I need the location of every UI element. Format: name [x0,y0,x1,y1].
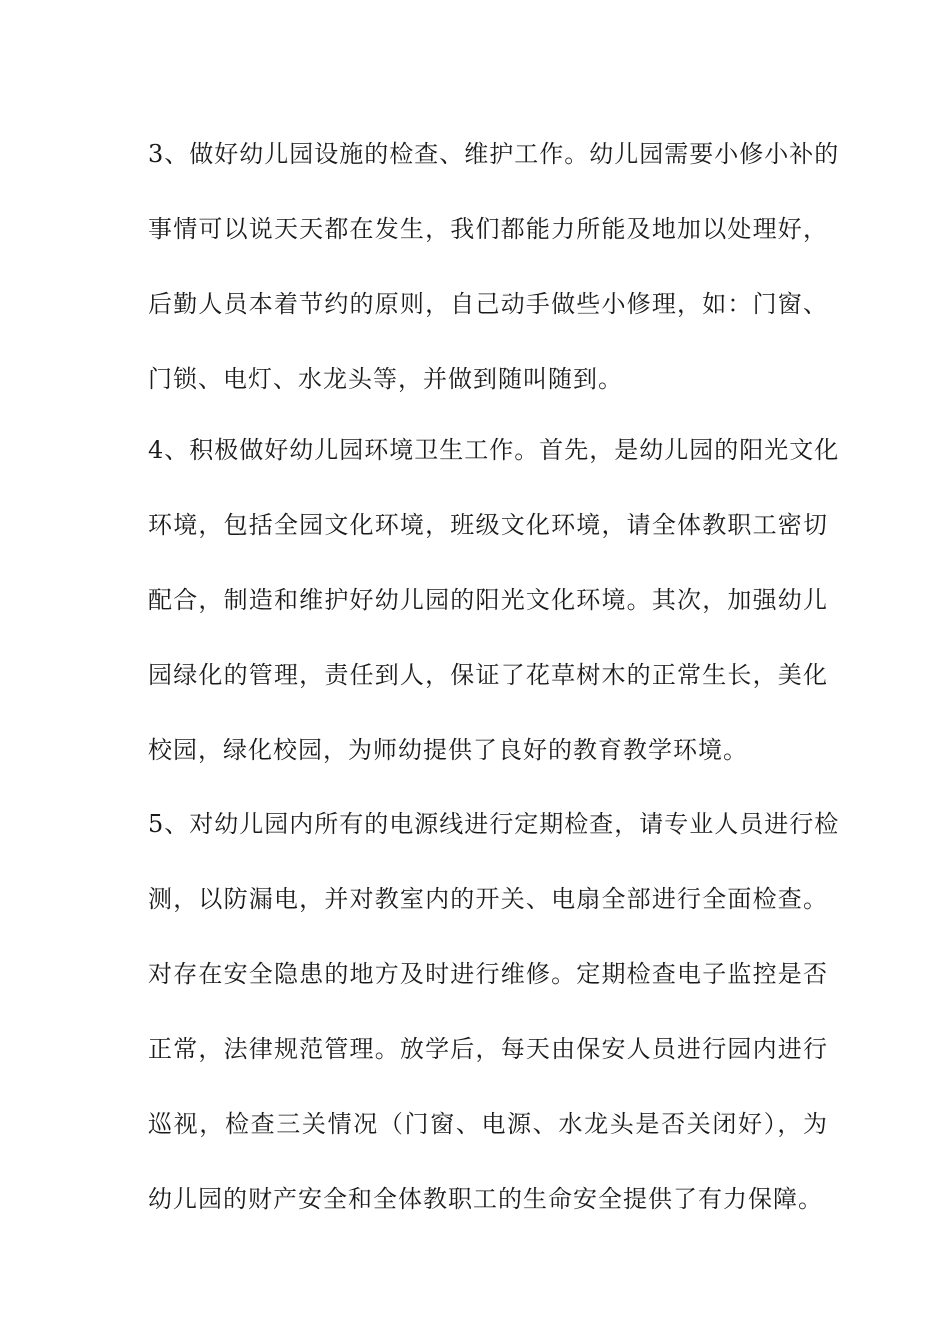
paragraph-3-line-4: 门锁、电灯、水龙头等，并做到随叫随到。 [148,365,623,393]
paragraph-5-line-6: 幼儿园的财产安全和全体教职工的生命安全提供了有力保障。 [148,1185,823,1213]
paragraph-4-line-1: 4、积极做好幼儿园环境卫生工作。首先，是幼儿园的阳光文化 [148,436,840,464]
paragraph-4-line-4: 园绿化的管理，责任到人，保证了花草树木的正常生长，美化 [148,661,828,689]
paragraph-5-line-3: 对存在安全隐患的地方及时进行维修。定期检查电子监控是否 [148,960,828,988]
paragraph-5-line-1: 5、对幼儿园内所有的电源线进行定期检查，请专业人员进行检 [148,810,840,838]
paragraph-4-line-2: 环境，包括全园文化环境，班级文化环境，请全体教职工密切 [148,511,828,539]
paragraph-3-line-3: 后勤人员本着节约的原则，自己动手做些小修理，如：门窗、 [148,290,828,318]
paragraph-4-line-5: 校园，绿化校园，为师幼提供了良好的教育教学环境。 [148,736,748,764]
paragraph-3-line-1: 3、做好幼儿园设施的检查、维护工作。幼儿园需要小修小补的 [148,140,840,168]
paragraph-4-line-3: 配合，制造和维护好幼儿园的阳光文化环境。其次，加强幼儿 [148,586,828,614]
paragraph-5-line-2: 测，以防漏电，并对教室内的开关、电扇全部进行全面检查。 [148,885,828,913]
paragraph-5-line-4: 正常，法律规范管理。放学后，每天由保安人员进行园内进行 [148,1035,828,1063]
paragraph-3-line-2: 事情可以说天天都在发生，我们都能力所能及地加以处理好， [148,215,828,243]
paragraph-5-line-5: 巡视，检查三关情况（门窗、电源、水龙头是否关闭好），为 [148,1110,828,1138]
